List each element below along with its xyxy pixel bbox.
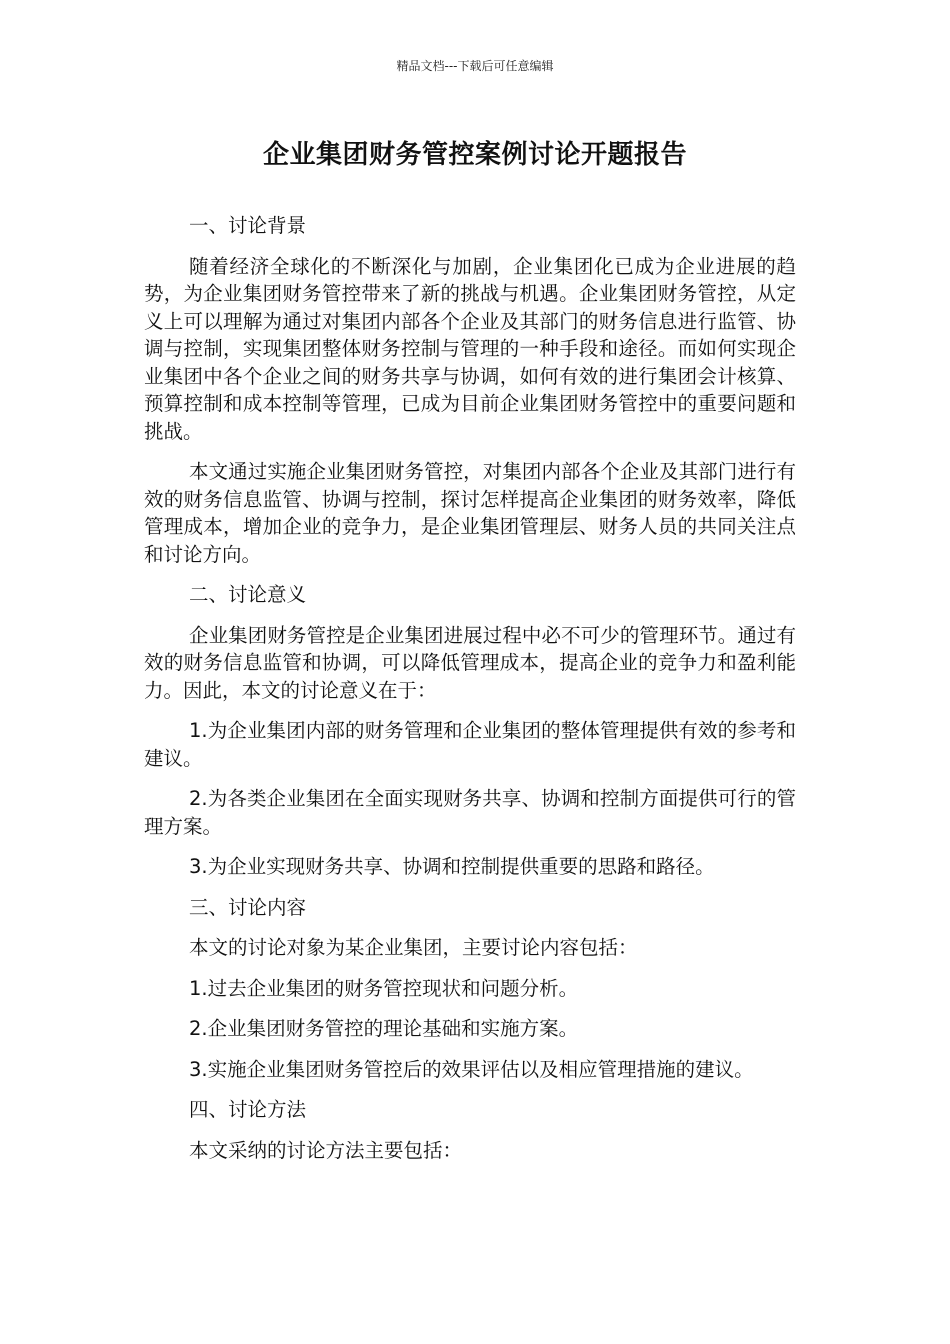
list-item-content-2: 2.企业集团财务管控的理论基础和实施方案。: [189, 1017, 579, 1040]
section-heading-method: 四、讨论方法: [189, 1098, 307, 1121]
list-item-content-1: 1.过去企业集团的财务管控现状和问题分析。: [189, 976, 579, 1000]
paragraph-background-1: 随着经济全球化的不断深化与加剧，企业集团化已成为企业进展的趋势，为企业集团财务管控带来了新的挑战与机遇。企业集团财务管控，从定义上可以理解为通过对集团内部各个企业及其部门的财务信息进行监管、协调与控制，实现集团整体财务控制与管理的一种手段和途径。而如何实现企业集团中各个企业之间的财务共享与协调，如何有效的进行集团会计核算、预算控制和成本控制等管理，已成为目前企业集团财务管控中的重要问题和挑战。: [144, 254, 796, 443]
paragraph-method-intro: 本文采纳的讨论方法主要包括：: [189, 1138, 463, 1162]
list-item-content-3: 3.实施企业集团财务管控后的效果评估以及相应管理措施的建议。: [189, 1057, 754, 1081]
list-item-significance-1: 1.为企业集团内部的财务管理和企业集团的整体管理提供有效的参考和建议。: [144, 719, 796, 770]
section-heading-content: 三、讨论内容: [189, 895, 307, 919]
paragraph-background-2: 本文通过实施企业集团财务管控，对集团内部各个企业及其部门进行有效的财务信息监管、协调与控制，探讨怎样提高企业集团的财务效率，降低管理成本，增加企业的竞争力，是企业集团管理层、财务人员的共同关注点和讨论方向。: [144, 460, 796, 566]
document-title: 企业集团财务管控案例讨论开题报告: [262, 140, 687, 170]
header-note: 精品文档---下载后可任意编辑: [396, 59, 554, 73]
document-body: [144, 212, 796, 1177]
paragraph-content-intro: 本文的讨论对象为某企业集团，主要讨论内容包括：: [189, 936, 638, 959]
section-heading-background: 一、讨论背景: [189, 214, 307, 237]
paragraph-significance: 企业集团财务管控是企业集团进展过程中必不可少的管理环节。通过有效的财务信息监管和协调，可以降低管理成本，提高企业的竞争力和盈利能力。因此，本文的讨论意义在于：: [144, 623, 796, 702]
section-heading-significance: 二、讨论意义: [189, 583, 307, 606]
list-item-significance-2: 2.为各类企业集团在全面实现财务共享、协调和控制方面提供可行的管理方案。: [144, 787, 796, 838]
list-item-significance-3: 3.为企业实现财务共享、协调和控制提供重要的思路和路径。: [189, 855, 715, 878]
